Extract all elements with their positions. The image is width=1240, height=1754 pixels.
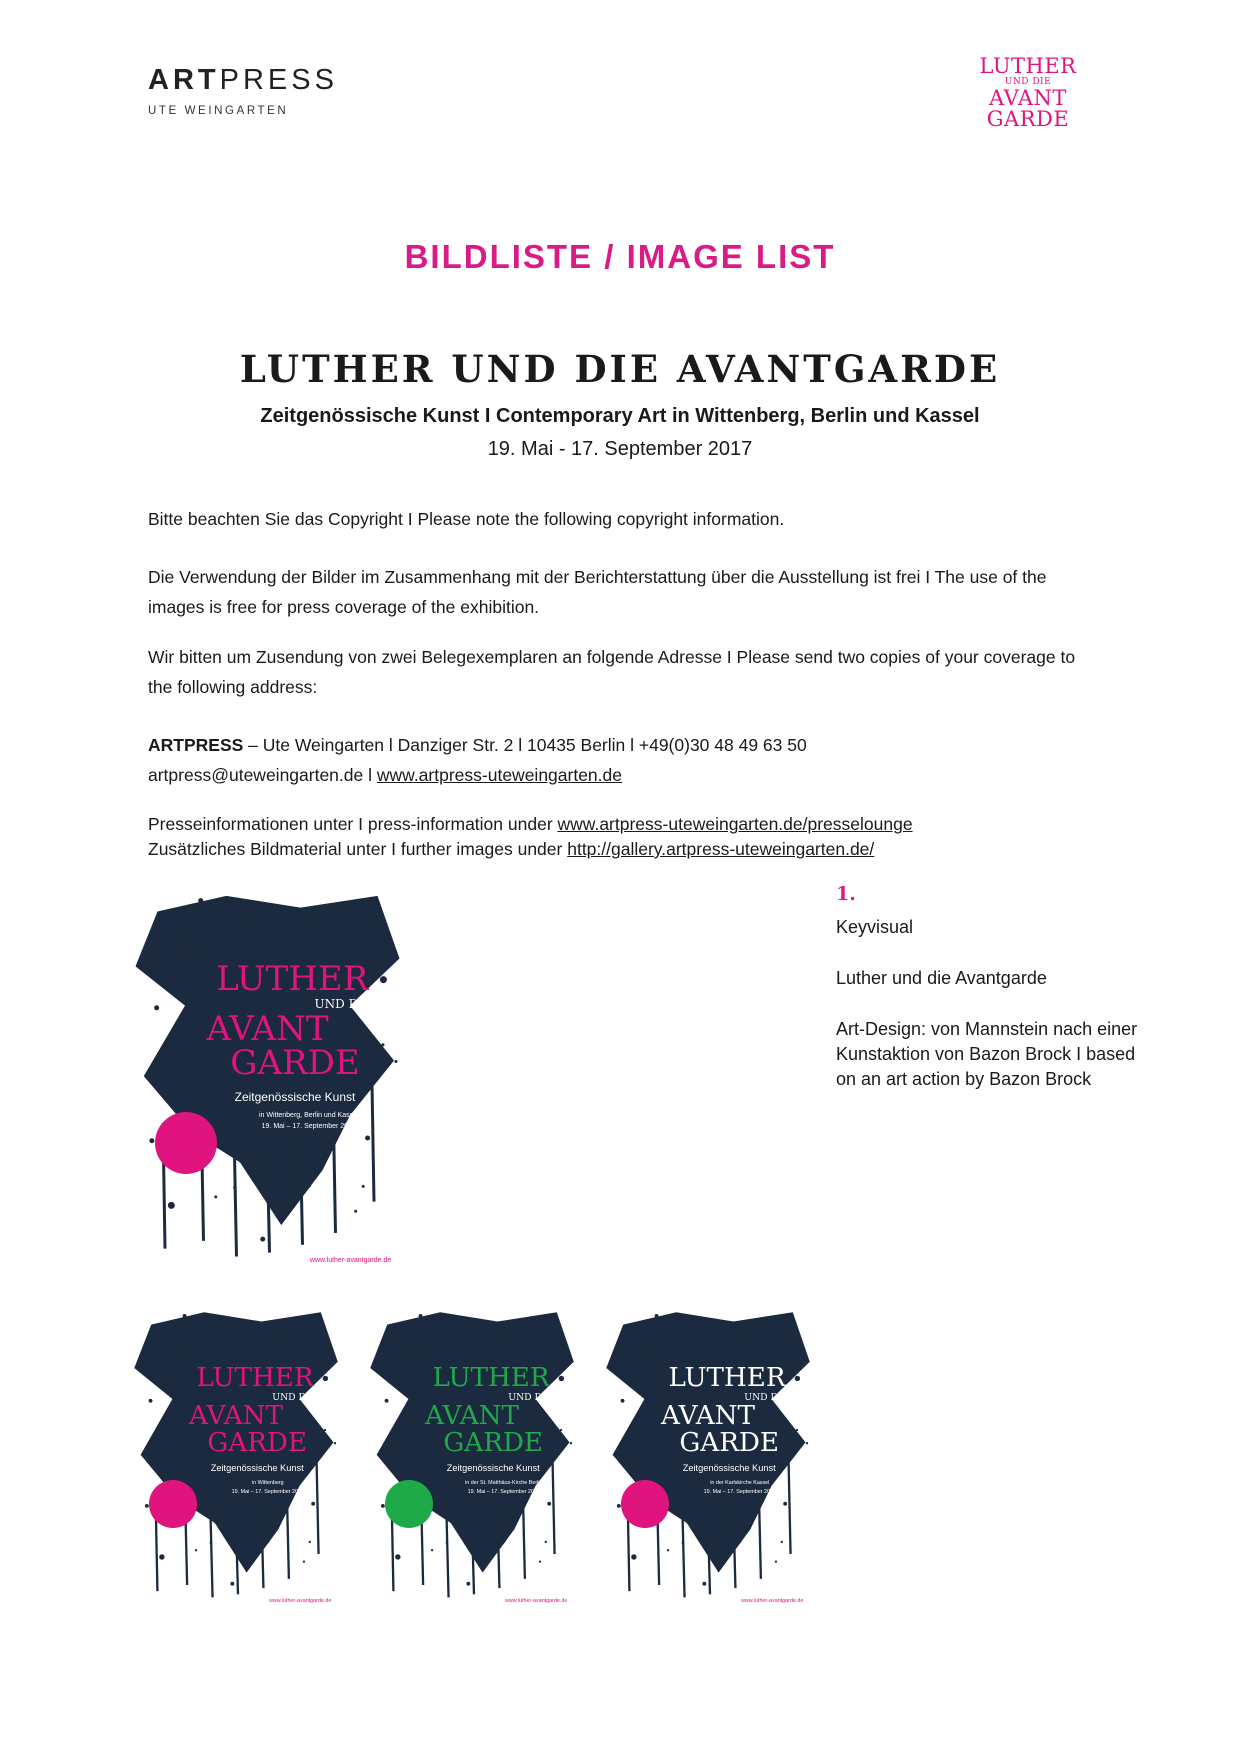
ink-spatter bbox=[791, 1327, 793, 1329]
ink-spatter bbox=[631, 1554, 636, 1559]
contact-line: artpress@uteweingarten.de l www.artpress-uteweingarten.de bbox=[148, 765, 622, 785]
exhibition-title: LUTHER UND DIE AVANTGARDE bbox=[239, 347, 1001, 391]
ink-spatter bbox=[375, 915, 378, 918]
ink-spatter bbox=[188, 942, 195, 949]
ink-spatter bbox=[555, 1327, 557, 1329]
ink-spatter bbox=[667, 1549, 669, 1551]
poster-title-line: UND DIE bbox=[314, 997, 372, 1012]
poster-locations: in der St. Matthäus-Kirche Berlin bbox=[465, 1480, 543, 1487]
ink-spatter bbox=[311, 1502, 315, 1506]
poster-locations: in der Karlskirche Kassel bbox=[710, 1480, 770, 1487]
ink-spatter bbox=[446, 1542, 448, 1544]
email-text: artpress@uteweingarten.de bbox=[148, 765, 364, 785]
caption-title: Luther und die Avantgarde bbox=[836, 968, 1047, 988]
poster-berlin bbox=[366, 1306, 578, 1616]
keyvisual-poster bbox=[130, 888, 405, 1280]
ink-spatter bbox=[214, 1195, 217, 1198]
gallery-link[interactable]: http://gallery.artpress-uteweingarten.de/ bbox=[567, 839, 875, 859]
artpress-logo-wordmark: ARTPRESS bbox=[148, 64, 338, 96]
poster-title-line: UND DIE bbox=[508, 1391, 553, 1403]
poster-dates: 19. Mai – 17. September 2017 bbox=[231, 1488, 304, 1495]
address-name: ARTPRESS bbox=[148, 735, 244, 755]
ink-drip bbox=[211, 1517, 213, 1598]
ink-spatter bbox=[775, 1560, 777, 1562]
ink-spatter bbox=[458, 1326, 460, 1328]
ink-drip bbox=[235, 1155, 237, 1257]
poster-subtitle: Zeitgenössische Kunst bbox=[682, 1463, 776, 1474]
ink-drip bbox=[447, 1517, 449, 1598]
poster-title-line: GARDE bbox=[230, 1043, 360, 1084]
poster-title-line: LUTHER bbox=[432, 1362, 550, 1393]
ink-spatter bbox=[233, 1186, 236, 1189]
address-line: ARTPRESS – Ute Weingarten l Danziger Str. 2 l 10435 Berlin l +49(0)30 48 49 63 50 bbox=[148, 735, 807, 755]
ink-spatter bbox=[781, 1541, 783, 1543]
website-link[interactable]: www.artpress-uteweingarten.de bbox=[376, 765, 622, 785]
poster-title-line: UND DIE bbox=[744, 1391, 789, 1403]
poster-subtitle: Zeitgenössische Kunst bbox=[210, 1463, 304, 1474]
ink-spatter bbox=[702, 1582, 706, 1586]
ink-spatter bbox=[362, 1185, 365, 1188]
poster-title-line: AVANT bbox=[425, 1401, 519, 1432]
ink-spatter bbox=[168, 1202, 175, 1209]
poster-dates: 19. Mai – 17. September 2017 bbox=[703, 1488, 776, 1495]
poster-title-line: GARDE bbox=[207, 1427, 307, 1458]
ink-spatter bbox=[264, 1538, 269, 1543]
ink-spatter bbox=[655, 1314, 659, 1318]
poster-badge bbox=[155, 1112, 217, 1174]
ink-spatter bbox=[507, 1333, 511, 1337]
press-line: Presseinformationen unter I press-information under www.artpress-uteweingarten.de/presselounge bbox=[148, 814, 913, 834]
copyright-note: Bitte beachten Sie das Copyright I Please note the following copyright information. bbox=[148, 509, 785, 529]
luther-avantgarde-logo: LUTHER UND DIE AVANT GARDE bbox=[979, 54, 1077, 131]
ink-drip bbox=[683, 1517, 685, 1598]
poster-subtitle: Zeitgenössische Kunst bbox=[446, 1463, 540, 1474]
poster-badge bbox=[149, 1480, 197, 1528]
ink-spatter bbox=[411, 1349, 416, 1354]
ink-spatter bbox=[250, 913, 253, 916]
ink-spatter bbox=[539, 1560, 541, 1562]
ink-spatter bbox=[783, 1502, 787, 1506]
ink-drip bbox=[553, 1461, 555, 1554]
ink-spatter bbox=[694, 1326, 696, 1328]
poster-locations: in Wittenberg bbox=[251, 1480, 284, 1487]
artpress-logo-subline: UTE WEINGARTEN bbox=[148, 105, 289, 117]
caption-credit: Art-Design: von Mannstein nach einer Kunstaktion von Bazon Brock I based on an art action by Bazon Brock bbox=[836, 1019, 1138, 1089]
ink-spatter bbox=[149, 1138, 154, 1143]
ink-spatter bbox=[195, 1549, 197, 1551]
poster-badge bbox=[385, 1480, 433, 1528]
ink-spatter bbox=[736, 1538, 741, 1543]
exhibition-subtitle: Zeitgenössische Kunst I Contemporary Art in Wittenberg, Berlin und Kassel bbox=[260, 405, 980, 427]
poster-title-line: GARDE bbox=[679, 1427, 779, 1458]
ink-spatter bbox=[365, 1136, 370, 1141]
ink-spatter bbox=[230, 1582, 234, 1586]
poster-locations: in Wittenberg, Berlin und Kassel bbox=[258, 1112, 359, 1120]
address-block bbox=[148, 730, 1078, 790]
ink-drip bbox=[268, 1162, 270, 1252]
page-heading: BILDLISTE / IMAGE LIST bbox=[404, 238, 836, 275]
poster-title-line: LUTHER bbox=[216, 959, 369, 1000]
poster-title-line: LUTHER bbox=[668, 1362, 786, 1393]
ink-spatter bbox=[183, 1314, 187, 1318]
poster-dates: 19. Mai – 17. September 2017 bbox=[261, 1123, 356, 1131]
ink-spatter bbox=[303, 1560, 305, 1562]
poster-badge bbox=[621, 1480, 669, 1528]
ink-spatter bbox=[547, 1502, 551, 1506]
ink-spatter bbox=[222, 1326, 224, 1328]
poster-wittenberg bbox=[130, 1306, 342, 1616]
ink-spatter bbox=[309, 1541, 311, 1543]
poster-title-line: UND DIE bbox=[272, 1391, 317, 1403]
ink-splash-artwork bbox=[366, 1306, 578, 1616]
ink-spatter bbox=[419, 1314, 423, 1318]
ink-spatter bbox=[431, 1549, 433, 1551]
poster-url: www.luther-avantgarde.de bbox=[504, 1597, 568, 1604]
ink-spatter bbox=[159, 1554, 164, 1559]
caption-number: 1. bbox=[836, 883, 856, 905]
poster-title-line: AVANT bbox=[661, 1401, 755, 1432]
ink-spatter bbox=[210, 1542, 212, 1544]
ink-spatter bbox=[647, 1349, 652, 1354]
ink-spatter bbox=[175, 1349, 180, 1354]
ink-spatter bbox=[743, 1333, 747, 1337]
ink-spatter bbox=[466, 1582, 470, 1586]
ink-splash-artwork bbox=[130, 1306, 342, 1616]
ink-spatter bbox=[395, 1554, 400, 1559]
ink-splash-artwork bbox=[602, 1306, 814, 1616]
ink-drip bbox=[301, 1147, 303, 1245]
ink-spatter bbox=[198, 898, 203, 903]
poster-url: www.luther-avantgarde.de bbox=[740, 1597, 804, 1604]
usage-note: Die Verwendung der Bilder im Zusammenhang mit der Berichterstattung über die Ausstellung ist frei I The use of the images is free for press coverage of the exhibition. bbox=[148, 567, 1047, 617]
artpress-logo bbox=[148, 66, 338, 117]
ink-spatter bbox=[313, 922, 318, 927]
poster-dates: 19. Mai – 17. September 2017 bbox=[467, 1488, 540, 1495]
ink-drip bbox=[789, 1461, 791, 1554]
poster-url: www.luther-avantgarde.de bbox=[268, 1597, 332, 1604]
poster-subtitle: Zeitgenössische Kunst bbox=[234, 1090, 356, 1105]
ink-spatter bbox=[354, 1210, 357, 1213]
poster-title-line: GARDE bbox=[443, 1427, 543, 1458]
ink-splash-artwork bbox=[130, 888, 405, 1280]
ink-drip bbox=[334, 1123, 336, 1233]
presselounge-link[interactable]: www.artpress-uteweingarten.de/presselounge bbox=[557, 814, 913, 834]
ink-spatter bbox=[545, 1541, 547, 1543]
poster-kassel bbox=[602, 1306, 814, 1616]
poster-title-line: LUTHER bbox=[196, 1362, 314, 1393]
poster-url: www.luther-avantgarde.de bbox=[309, 1257, 392, 1265]
ink-spatter bbox=[260, 1237, 265, 1242]
poster-title-line: AVANT bbox=[206, 1009, 329, 1050]
ink-drip bbox=[317, 1461, 319, 1554]
ink-spatter bbox=[271, 1333, 275, 1337]
caption-label: Keyvisual bbox=[836, 917, 914, 937]
ink-spatter bbox=[304, 1181, 311, 1188]
gallery-line: Zusätzliches Bildmaterial unter I further images under http://gallery.artpress-uteweingarten.de/ bbox=[148, 839, 875, 859]
ink-spatter bbox=[682, 1542, 684, 1544]
copies-note: Wir bitten um Zusendung von zwei Belegexemplaren an folgende Adresse I Please send two copies of your coverage to the following address: bbox=[148, 647, 1076, 697]
exhibition-dates: 19. Mai - 17. September 2017 bbox=[487, 438, 753, 460]
ink-spatter bbox=[500, 1538, 505, 1543]
poster-title-line: AVANT bbox=[189, 1401, 283, 1432]
ink-spatter bbox=[319, 1327, 321, 1329]
links-block bbox=[148, 812, 1078, 862]
